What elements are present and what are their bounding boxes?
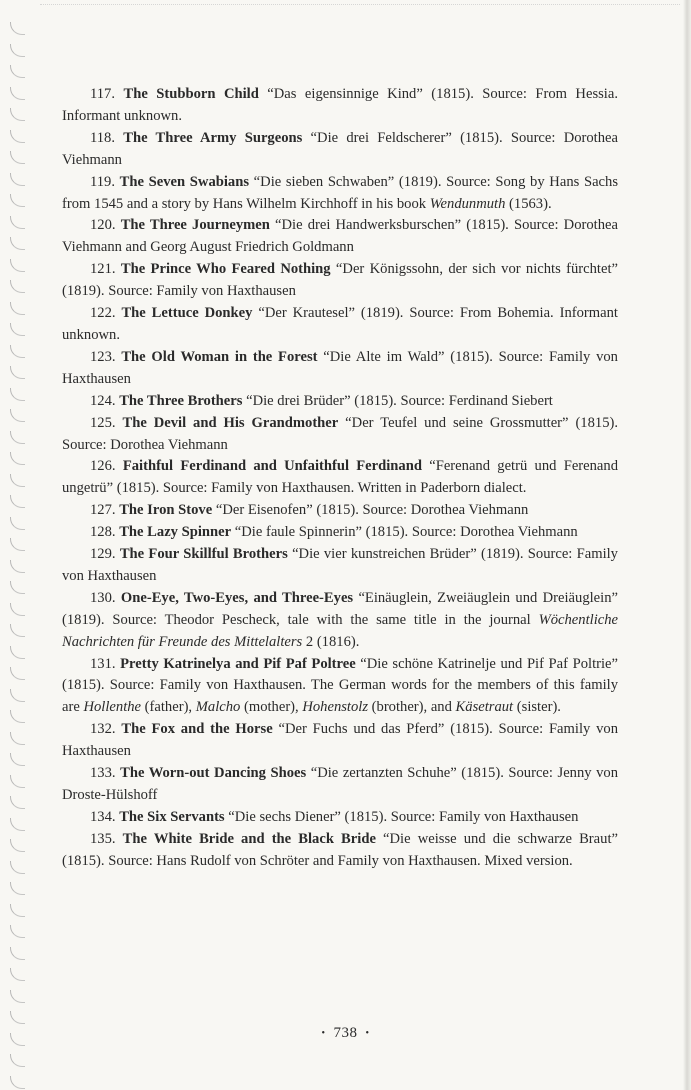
entry-italic-word: Hollenthe <box>83 699 142 716</box>
entry-title: The Worn-out Dancing Shoes <box>120 765 307 782</box>
entry-number: 127. <box>90 502 116 519</box>
binding-ring-mark <box>10 22 25 35</box>
binding-ring-mark <box>10 538 25 551</box>
binding-ring-mark <box>10 345 25 358</box>
binding-ring-mark <box>10 409 25 422</box>
entry-title: The Lazy Spinner <box>119 524 232 541</box>
entry-title: The Six Servants <box>119 808 225 825</box>
note-entry-118 <box>62 128 618 172</box>
note-entry-119 <box>62 172 618 216</box>
binding-ring-mark <box>10 796 25 809</box>
binding-ring-marks <box>0 0 40 1090</box>
binding-ring-mark <box>10 237 25 250</box>
note-entry-130 <box>62 588 618 654</box>
entry-italic-word: Käsetraut <box>455 699 514 716</box>
page-footer <box>0 1025 691 1042</box>
binding-ring-mark <box>10 1011 25 1024</box>
binding-ring-mark <box>10 173 25 186</box>
entry-title: The Lettuce Donkey <box>121 305 253 322</box>
page-number: 738 <box>333 1025 358 1041</box>
entry-text: “Der Teufel und seine Grossmutter” (1815). Source: Dorothea Viehmann <box>62 414 618 453</box>
note-entry-125 <box>62 413 618 457</box>
entry-number: 129. <box>90 546 116 563</box>
binding-ring-mark <box>10 990 25 1003</box>
entry-text: (mother), <box>240 699 303 716</box>
entry-number: 122. <box>90 305 116 322</box>
entry-number: 133. <box>90 765 116 782</box>
entry-italic-word: Hohenstolz <box>302 699 369 716</box>
entry-text: “Die drei Handwerksburschen” (1815). Source: Dorothea Viehmann and Georg August Friedrich Goldmann <box>62 217 618 256</box>
entry-text: 2 (1816). <box>302 633 360 650</box>
entry-number: 132. <box>90 721 116 738</box>
binding-ring-mark <box>10 839 25 852</box>
bullet-ornament: • <box>321 1028 326 1040</box>
binding-ring-mark <box>10 194 25 207</box>
binding-ring-mark <box>10 689 25 702</box>
entry-text: “Die Alte im Wald” (1815). Source: Family von Haxthausen <box>62 348 618 387</box>
entry-text: “Ferenand getrü und Ferenand ungetrü” (1815). Source: Family von Haxthausen. Written in Paderborn dialect. <box>62 458 619 497</box>
binding-ring-mark <box>10 925 25 938</box>
note-entry-120 <box>62 215 618 259</box>
entry-title: The Fox and the Horse <box>121 721 273 738</box>
note-entry-134 <box>62 807 618 829</box>
entry-number: 126. <box>90 458 116 475</box>
note-entry-121 <box>62 259 618 303</box>
entry-number: 124. <box>90 392 116 409</box>
binding-ring-mark <box>10 388 25 401</box>
binding-ring-mark <box>10 44 25 57</box>
entry-text: (1563). <box>505 195 552 212</box>
entry-title: The Prince Who Feared Nothing <box>120 261 331 278</box>
entry-text: “Einäuglein, Zweiäuglein und Dreiäuglein” (1819). Source: Theodor Pescheck, tale with the same title in the journal <box>62 589 618 628</box>
entry-text: “Die sieben Schwaben” (1819). Source: Song by Hans Sachs from 1545 and a story by Hans Wilhelm Kirchhoff in his book <box>62 173 618 212</box>
binding-ring-mark <box>10 323 25 336</box>
binding-ring-mark <box>10 947 25 960</box>
page-right-edge <box>683 0 691 1090</box>
binding-ring-mark <box>10 216 25 229</box>
entry-number: 117. <box>90 86 115 102</box>
binding-ring-mark <box>10 87 25 100</box>
binding-ring-mark <box>10 302 25 315</box>
entry-number: 123. <box>90 348 116 365</box>
entry-number: 130. <box>90 589 116 606</box>
entry-text: “Die drei Brüder” (1815). Source: Ferdinand Siebert <box>242 392 553 409</box>
entry-title: The Stubborn Child <box>123 86 259 102</box>
binding-ring-mark <box>10 646 25 659</box>
entry-title: The Old Woman in the Forest <box>121 348 318 365</box>
binding-ring-mark <box>10 65 25 78</box>
entry-text: “Die faule Spinnerin” (1815). Source: Dorothea Viehmann <box>231 524 578 541</box>
binding-ring-mark <box>10 861 25 874</box>
binding-ring-mark <box>10 775 25 788</box>
note-entry-135 <box>62 829 618 873</box>
note-entry-124 <box>62 391 618 413</box>
binding-ring-mark <box>10 753 25 766</box>
entry-text: “Der Königssohn, der sich vor nichts fürchtet” (1819). Source: Family von Haxthausen <box>62 261 618 300</box>
notes-list <box>62 84 618 873</box>
entry-text: “Die vier kunstreichen Brüder” (1819). Source: Family von Haxthausen <box>62 546 618 584</box>
entry-text: “Das eigensinnige Kind” (1815). Source: From Hessia. Informant unknown. <box>62 86 618 124</box>
note-entry-133 <box>62 763 618 807</box>
entry-title: The Iron Stove <box>119 502 213 519</box>
entry-text: “Die sechs Diener” (1815). Source: Family von Haxthausen <box>224 808 579 825</box>
binding-ring-mark <box>10 968 25 981</box>
entry-number: 131. <box>90 655 116 672</box>
scan-edge-noise <box>40 4 680 15</box>
entry-text: “Der Eisenofen” (1815). Source: Dorothea Viehmann <box>212 502 529 519</box>
binding-ring-mark <box>10 151 25 164</box>
entry-title: One-Eye, Two-Eyes, and Three-Eyes <box>120 589 354 606</box>
binding-ring-mark <box>10 710 25 723</box>
entry-text: “Die schöne Katrinelje und Pif Paf Poltrie” (1815). Source: Family von Haxthausen. The German words for the members of this family are <box>62 655 618 716</box>
note-entry-128 <box>62 522 618 544</box>
entry-text: (father), <box>141 699 196 716</box>
entry-title: The Four Skillful Brothers <box>119 546 288 563</box>
binding-ring-mark <box>10 603 25 616</box>
note-entry-132 <box>62 719 618 763</box>
entry-title: Pretty Katrinelya and Pif Paf Poltree <box>120 655 356 672</box>
binding-ring-mark <box>10 667 25 680</box>
entry-number: 135. <box>90 830 116 847</box>
entry-title: The White Bride and the Black Bride <box>122 830 376 847</box>
entry-text: “Der Krautesel” (1819). Source: From Bohemia. Informant unknown. <box>62 305 618 343</box>
entry-title: The Three Army Surgeons <box>123 129 303 146</box>
binding-ring-mark <box>10 1054 25 1067</box>
binding-ring-mark <box>10 431 25 444</box>
note-entry-123 <box>62 347 618 391</box>
binding-ring-mark <box>10 474 25 487</box>
binding-ring-mark <box>10 818 25 831</box>
note-entry-122 <box>62 303 618 347</box>
binding-ring-mark <box>10 130 25 143</box>
binding-ring-mark <box>10 732 25 745</box>
entry-number: 125. <box>90 414 116 431</box>
entry-title: The Three Journeymen <box>120 217 270 234</box>
note-entry-129 <box>62 544 618 588</box>
entry-number: 134. <box>90 808 116 825</box>
entry-title: The Devil and His Grandmother <box>122 414 339 431</box>
entry-text: (sister). <box>513 699 561 716</box>
binding-ring-mark <box>10 882 25 895</box>
entry-text: (brother), and <box>368 699 456 716</box>
note-entry-131 <box>62 654 618 720</box>
binding-ring-mark <box>10 1076 25 1089</box>
entry-italic-title: Wendunmuth <box>429 195 506 212</box>
entry-title: The Seven Swabians <box>119 173 250 190</box>
binding-ring-mark <box>10 581 25 594</box>
entry-italic-word: Malcho <box>195 699 241 716</box>
binding-ring-mark <box>10 452 25 465</box>
entry-text: “Die zertanzten Schuhe” (1815). Source: Jenny von Droste-Hülshoff <box>62 765 618 803</box>
binding-ring-mark <box>10 560 25 573</box>
binding-ring-mark <box>10 108 25 121</box>
note-entry-126 <box>62 456 618 500</box>
entry-italic-title: Wöchentliche Nachrichten für Freunde des Mittelalters <box>62 611 618 650</box>
entry-title: The Three Brothers <box>119 392 243 409</box>
note-entry-127 <box>62 500 618 522</box>
entry-number: 128. <box>90 524 116 541</box>
binding-ring-mark <box>10 280 25 293</box>
note-entry-117 <box>62 84 618 128</box>
entry-text: “Die weisse und die schwarze Braut” (1815). Source: Hans Rudolf von Schröter and Family von Haxthausen. Mixed version. <box>62 830 618 869</box>
bullet-ornament: • <box>365 1028 370 1040</box>
entry-number: 118. <box>90 129 115 146</box>
entry-text: “Der Fuchs und das Pferd” (1815). Source: Family von Haxthausen <box>62 721 618 760</box>
binding-ring-mark <box>10 366 25 379</box>
entry-title: Faithful Ferdinand and Unfaithful Ferdinand <box>122 458 422 475</box>
binding-ring-mark <box>10 904 25 917</box>
binding-ring-mark <box>10 517 25 530</box>
entry-text: “Die drei Feldscherer” (1815). Source: Dorothea Viehmann <box>62 129 618 168</box>
binding-ring-mark <box>10 624 25 637</box>
entry-number: 121. <box>90 261 116 278</box>
entry-number: 119. <box>90 173 115 190</box>
binding-ring-mark <box>10 495 25 508</box>
binding-ring-mark <box>10 259 25 272</box>
entry-number: 120. <box>90 217 116 234</box>
